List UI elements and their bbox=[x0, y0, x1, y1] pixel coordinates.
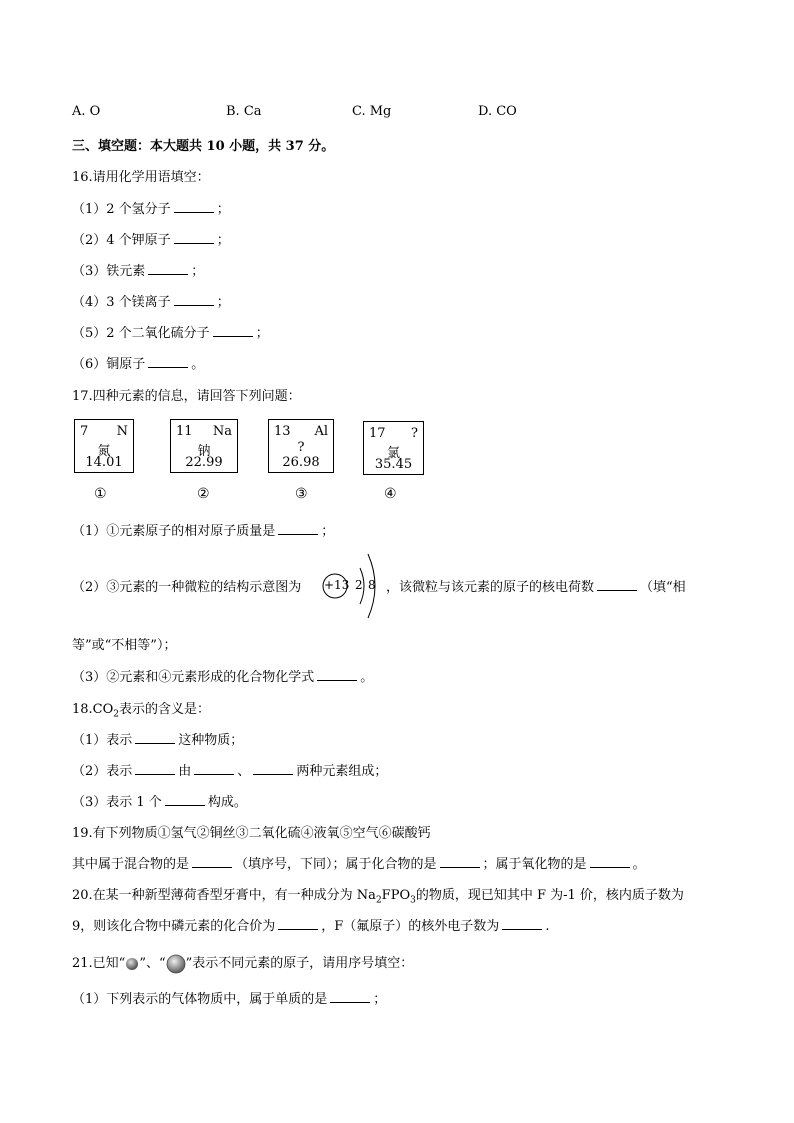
large-atom-icon bbox=[166, 954, 186, 974]
q18-item-1: （1）表示 这种物质； bbox=[72, 733, 244, 748]
atomic-number: 17 bbox=[369, 426, 386, 441]
element-name: 钠 bbox=[197, 444, 211, 459]
ion-structure-diagram bbox=[320, 548, 390, 620]
q16-item-4: （4）3 个镁离子 ； bbox=[72, 295, 230, 310]
q16-item-1: （1）2 个氢分子 ； bbox=[72, 202, 230, 217]
option-a: A. O bbox=[72, 104, 101, 119]
q18-title: $18.CO_2$表示的含义是： bbox=[72, 702, 211, 720]
atomic-mass: 35.45 bbox=[374, 457, 413, 472]
q21-part-1: （1）下列表示的气体物质中，属于单质的是 ； bbox=[72, 992, 387, 1007]
element-name: 氯 bbox=[386, 446, 400, 461]
element-symbol: Al bbox=[314, 424, 328, 439]
atomic-mass: 14.01 bbox=[85, 455, 123, 470]
answer-blank[interactable] bbox=[317, 679, 357, 681]
q16-item-5: （5）2 个二氧化硫分子 ； bbox=[72, 326, 269, 341]
answer-blank[interactable] bbox=[440, 866, 480, 868]
q19-title: 19.有下列物质①氢气②铜丝③二氧化硫④液氧⑤空气⑥碳酸钙 bbox=[72, 826, 431, 841]
option-c: C. Mg bbox=[352, 104, 392, 119]
option-b: B. Ca bbox=[226, 104, 262, 119]
answer-blank[interactable] bbox=[192, 866, 232, 868]
element-symbol: Na bbox=[212, 424, 232, 439]
q17-part-2-cont: ，该微粒与该元素的原子的核电荷数 （填“相 bbox=[386, 580, 686, 595]
element-card-sodium bbox=[170, 419, 238, 473]
section-heading: 三、填空题：本大题共 10 小题，共 37 分。 bbox=[72, 139, 335, 154]
q17-part-3: （3）②元素和④元素形成的化合物化学式 。 bbox=[72, 670, 374, 685]
atomic-number: 11 bbox=[176, 424, 193, 439]
answer-blank[interactable] bbox=[278, 533, 318, 535]
small-atom-icon bbox=[125, 957, 139, 971]
q18-item-2: （2）表示 由 、 两种元素组成； bbox=[72, 764, 388, 779]
element-name: ? bbox=[297, 440, 305, 455]
element-name: 氮 bbox=[97, 444, 111, 459]
nucleus-charge: +13 bbox=[324, 578, 350, 592]
q19-question: 其中属于混合物的是 （填序号，下同）；属于化合物的是 ；属于氧化物的是 。 bbox=[72, 857, 646, 872]
answer-blank[interactable] bbox=[174, 242, 214, 244]
q16-title: 16.请用化学用语填空： bbox=[72, 170, 210, 185]
element-label-3: ③ bbox=[295, 486, 308, 502]
answer-blank[interactable] bbox=[135, 742, 175, 744]
q17-part-2: （2）③元素的一种微粒的结构示意图为 bbox=[72, 580, 302, 595]
element-label-2: ② bbox=[197, 486, 210, 502]
atomic-number: 7 bbox=[80, 424, 89, 439]
answer-blank[interactable] bbox=[194, 773, 234, 775]
answer-blank[interactable] bbox=[330, 1001, 370, 1003]
element-card-nitrogen bbox=[74, 419, 134, 473]
answer-blank[interactable] bbox=[148, 366, 188, 368]
answer-blank[interactable] bbox=[165, 804, 205, 806]
atomic-mass: 26.98 bbox=[282, 455, 320, 470]
shell-2-electrons: 8 bbox=[368, 578, 376, 592]
q16-item-2: （2）4 个钾原子 ； bbox=[72, 233, 230, 248]
answer-blank[interactable] bbox=[253, 773, 293, 775]
q16-item-6: （6）铜原子 。 bbox=[72, 357, 205, 372]
answer-blank[interactable] bbox=[213, 335, 253, 337]
answer-blank[interactable] bbox=[590, 866, 630, 868]
answer-blank[interactable] bbox=[174, 211, 214, 213]
element-symbol: N bbox=[116, 424, 128, 439]
q17-part-2-end: 等”或“不相等”）； bbox=[72, 638, 177, 653]
answer-blank[interactable] bbox=[174, 304, 214, 306]
answer-blank[interactable] bbox=[278, 928, 318, 930]
element-symbol: ? bbox=[411, 426, 418, 441]
element-card-chlorine bbox=[363, 421, 424, 475]
answer-blank[interactable] bbox=[135, 773, 175, 775]
option-d: D. CO bbox=[478, 104, 517, 119]
answer-blank[interactable] bbox=[502, 928, 542, 930]
answer-blank[interactable] bbox=[148, 273, 188, 275]
atomic-number: 13 bbox=[274, 424, 291, 439]
answer-blank[interactable] bbox=[597, 589, 637, 591]
element-label-4: ④ bbox=[384, 486, 397, 502]
atomic-mass: 22.99 bbox=[185, 455, 223, 470]
q20-line-1: 20.在某一种新型薄荷香型牙膏中，有一种成分为 $Na_2FPO_3$的物质，现已知其中 F 为-1 价，核内质子数为 bbox=[72, 888, 684, 906]
q20-line-2: 9，则该化合物中磷元素的化合价为 ，F（氟原子）的核外电子数为 . bbox=[72, 919, 550, 934]
q18-item-3: （3）表示 1 个 构成。 bbox=[72, 795, 247, 810]
element-card-aluminum bbox=[268, 419, 334, 473]
q21-title: 21.已知“ ”、“ ”表示不同元素的原子，请用序号填空： bbox=[72, 952, 413, 974]
q16-item-3: （3）铁元素 ； bbox=[72, 264, 205, 279]
element-label-1: ① bbox=[94, 486, 107, 502]
q17-title: 17.四种元素的信息，请回答下列问题： bbox=[72, 389, 301, 404]
shell-1-electrons: 2 bbox=[355, 578, 363, 592]
q17-part-1: （1）①元素原子的相对原子质量是 ； bbox=[72, 524, 335, 539]
